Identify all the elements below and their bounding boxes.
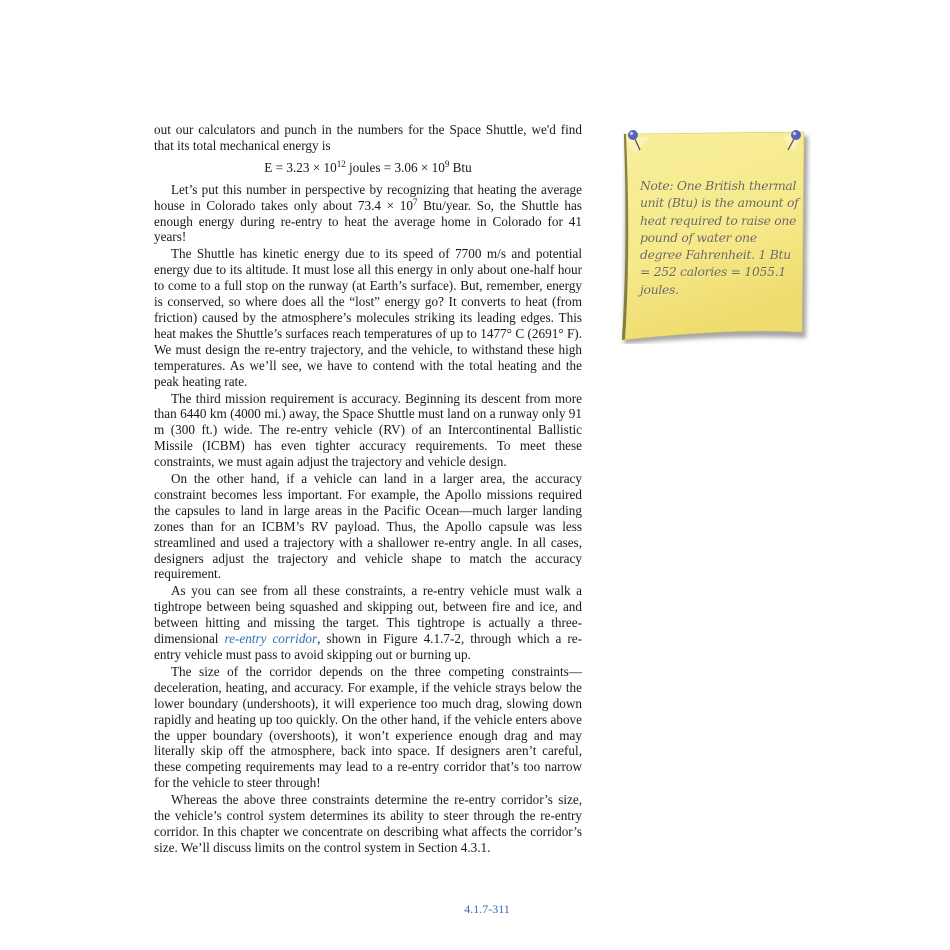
paragraph-perspective-exponent: 7 <box>412 196 418 207</box>
paragraph-apollo: On the other hand, if a vehicle can land in a larger area, the accuracy constraint becomes less important. For example, the Apollo missions required the capsules to land in large areas in the Pacific Ocean—much larger landing zones than for an ICBM’s RV payload. Thus, the Apollo capsule was less streamlined and used a trajectory with a shallower re-entry angle. In all cases, designers adjust the trajectory and vehicle shape to match the accuracy requirement. <box>154 471 582 582</box>
pin-icon-left <box>628 130 638 140</box>
paragraph-perspective <box>154 182 582 246</box>
note-text: Note: One British thermal unit (Btu) is the amount of heat required to raise one pound of water one degree Fahrenheit. 1 Btu = 252 calories = 1055.1 joules. <box>640 178 799 297</box>
equation-exponent-1: 12 <box>336 158 346 169</box>
re-entry-corridor-link[interactable]: re-entry corridor <box>224 631 318 647</box>
paragraph-tightrope <box>154 583 582 663</box>
paragraph-corridor-size: The size of the corridor depends on the three competing constraints—deceleration, heating, and accuracy. For example, if the vehicle strays below the lower boundary (undershoots), it will experience too much drag, slowing down rapidly and heating up too quickly. On the other hand, if the vehicle enters above the upper boundary (overshoots), it won’t experience enough drag and may literally skip off the atmosphere, back into space. If designers aren’t careful, these competing requirements may lead to a re-entry corridor that’s too narrow for the vehicle to steer through! <box>154 663 582 791</box>
equation-rhs: Btu <box>449 159 472 175</box>
paragraph-intro: out our calculators and punch in the numbers for the Space Shuttle, we'd find that its total mechanical energy is <box>154 122 582 153</box>
paragraph-tightrope-a: As you can see from all these constraints, a re-entry vehicle must walk a tightrope between being squashed and skipping out, between fire and ice, and between hitting and missing the target. This tightrope is actually a three-dimensional <box>154 583 582 647</box>
paragraph-kinetic-energy: The Shuttle has kinetic energy due to its speed of 7700 m/s and potential energy due to its altitude. It must lose all this energy in only about one-half hour to come to a full stop on the runway (at Earth’s surface). But, remember, energy is conserved, so where does all the “lost” energy go? It converts to heat (from friction) caused by the atmosphere’s molecules striking its leading edges. This heat makes the Shuttle’s surfaces reach temperatures of up to 1477° C (2691° F). We must design the re-entry trajectory, and the vehicle, to withstand these high temperatures. As we’ll see, we have to contend with the total heating and the peak heating rate. <box>154 246 582 389</box>
paragraph-perspective-b: Btu/year. So, the Shuttle has enough energy during re-entry to heat the average home in Colorado for 41 years! <box>154 197 582 245</box>
equation-mid: joules = 3.06 × 10 <box>345 159 445 175</box>
sticky-note <box>612 128 812 344</box>
article-body <box>154 122 582 856</box>
paragraph-tightrope-b: , shown in Figure 4.1.7-2, through which a re-entry vehicle must pass to avoid skipping out or burning up. <box>154 631 582 662</box>
page-number: 4.1.7-311 <box>464 902 510 916</box>
paragraph-perspective-a: Let’s put this number in perspective by recognizing that heating the average house in Colorado takes only about 73.4 × 10 <box>154 181 582 213</box>
pin-icon-right <box>791 130 801 140</box>
equation-lhs: E = 3.23 × 10 <box>264 159 337 175</box>
equation-exponent-2: 9 <box>444 158 450 169</box>
paragraph-accuracy: The third mission requirement is accuracy. Beginning its descent from more than 6440 km (4000 mi.) away, the Space Shuttle must land on a runway only 91 m (300 ft.) wide. The re-entry vehicle (RV) of an Intercontinental Ballistic Missile (ICBM) has even tighter accuracy requirements. To meet these constraints, we must again adjust the trajectory and vehicle design. <box>154 390 582 470</box>
paragraph-control-system: Whereas the above three constraints determine the re-entry corridor’s size, the vehicle’s control system determines its ability to steer through the re-entry corridor. In this chapter we concentrate on describing what affects the corridor’s size. We’ll discuss limits on the control system in Section 4.3.1. <box>154 792 582 855</box>
energy-equation <box>154 160 582 176</box>
